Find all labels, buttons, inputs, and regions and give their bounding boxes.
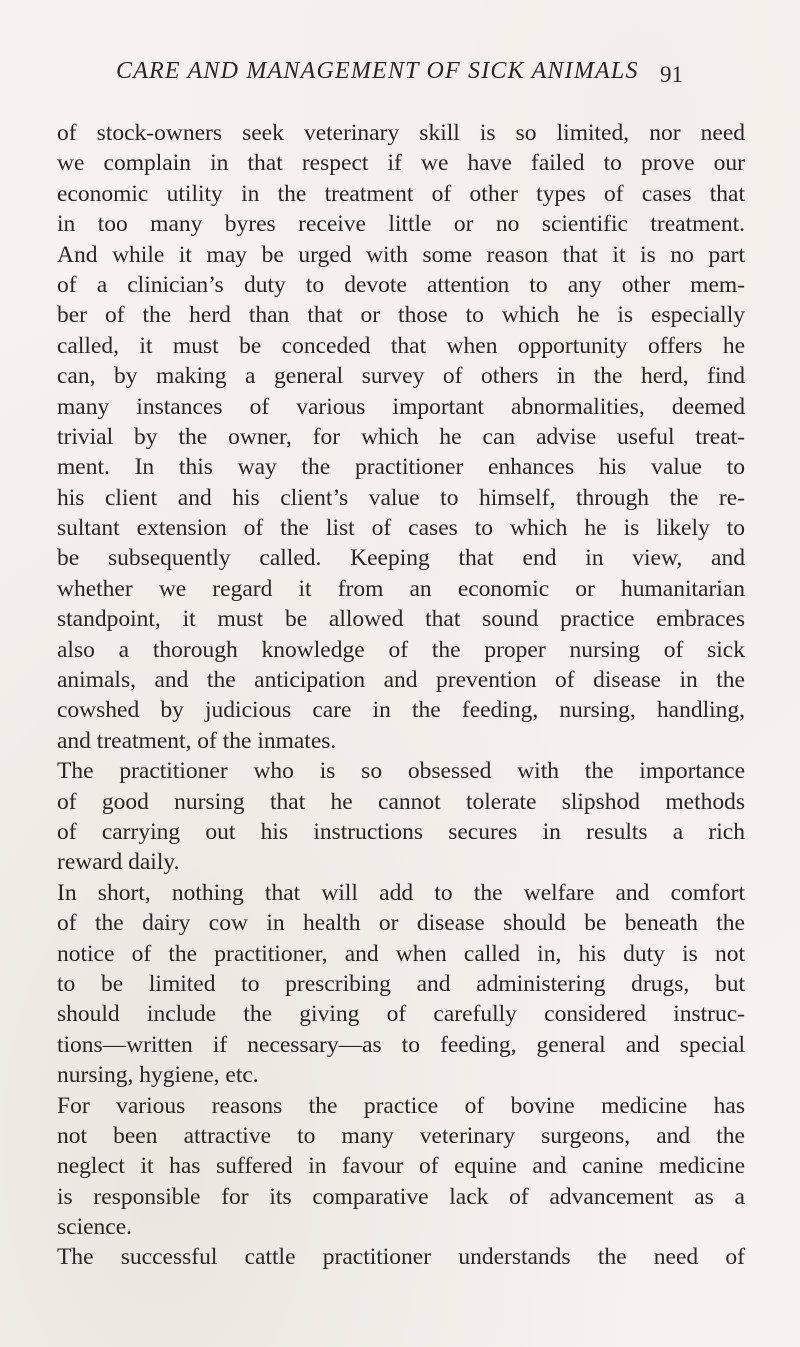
- text-line: of a clinician’s duty to devote attention to any other mem-: [57, 271, 745, 298]
- text-line: The practitioner who is so obsessed with the importance: [57, 758, 745, 785]
- body-text: [57, 118, 745, 1273]
- text-line: be subsequently called. Keeping that end in view, and: [57, 545, 745, 572]
- text-line: sultant extension of the list of cases to which he is likely to: [57, 515, 745, 542]
- text-line: of carrying out his instructions secures in results a rich: [57, 818, 745, 845]
- text-line: In short, nothing that will add to the welfare and comfort: [57, 879, 745, 906]
- text-line: nursing, hygiene, etc.: [57, 1062, 259, 1089]
- text-line: and treatment, of the inmates.: [57, 727, 337, 754]
- text-line: of stock-owners seek veterinary skill is so limited, nor need: [57, 120, 745, 146]
- text-line: his client and his client’s value to himself, through the re-: [57, 484, 745, 511]
- text-line: The successful cattle practitioner understands the need of: [57, 1244, 745, 1271]
- text-line: called, it must be conceded that when opportunity offers he: [57, 332, 745, 359]
- text-line: many instances of various important abnormalities, deemed: [57, 393, 745, 420]
- text-line: trivial by the owner, for which he can advise useful treat-: [57, 423, 745, 450]
- text-line: For various reasons the practice of bovine medicine has: [57, 1092, 745, 1119]
- text-line: whether we regard it from an economic or humanitarian: [57, 575, 745, 602]
- text-line: science.: [57, 1214, 133, 1241]
- text-line: to be limited to prescribing and administering drugs, but: [57, 970, 745, 997]
- text-line: of good nursing that he cannot tolerate slipshod methods: [57, 788, 745, 815]
- text-line: economic utility in the treatment of other types of cases that: [57, 180, 745, 207]
- text-line: notice of the practitioner, and when called in, his duty is not: [57, 940, 745, 967]
- text-line: should include the giving of carefully considered instruc-: [57, 1001, 745, 1028]
- text-line: is responsible for its comparative lack of advancement as a: [57, 1183, 745, 1210]
- text-line: standpoint, it must be allowed that sound practice embraces: [57, 606, 745, 633]
- text-line: not been attractive to many veterinary surgeons, and the: [57, 1122, 745, 1149]
- text-line: of the dairy cow in health or disease should be beneath the: [57, 910, 745, 937]
- text-line: And while it may be urged with some reason that it is no part: [57, 241, 745, 268]
- text-line: also a thorough knowledge of the proper nursing of sick: [57, 636, 745, 663]
- text-line: ber of the herd than that or those to which he is especially: [57, 302, 745, 329]
- text-line: ment. In this way the practitioner enhances his value to: [57, 454, 745, 481]
- text-line: in too many byres receive little or no scientific treatment.: [57, 211, 745, 238]
- running-head-title: CARE AND MANAGEMENT OF SICK ANIMALS: [116, 58, 639, 84]
- text-line: we complain in that respect if we have failed to prove our: [57, 150, 745, 177]
- text-line: can, by making a general survey of others in the herd, find: [57, 363, 745, 390]
- page-number: 91: [660, 62, 683, 87]
- text-line: animals, and the anticipation and prevention of disease in the: [57, 667, 745, 694]
- text-line: neglect it has suffered in favour of equine and canine medicine: [57, 1153, 745, 1180]
- text-line: cowshed by judicious care in the feeding, nursing, handling,: [57, 697, 745, 724]
- text-line: reward daily.: [57, 849, 180, 876]
- text-line: tions—written if necessary—as to feeding, general and special: [57, 1031, 745, 1058]
